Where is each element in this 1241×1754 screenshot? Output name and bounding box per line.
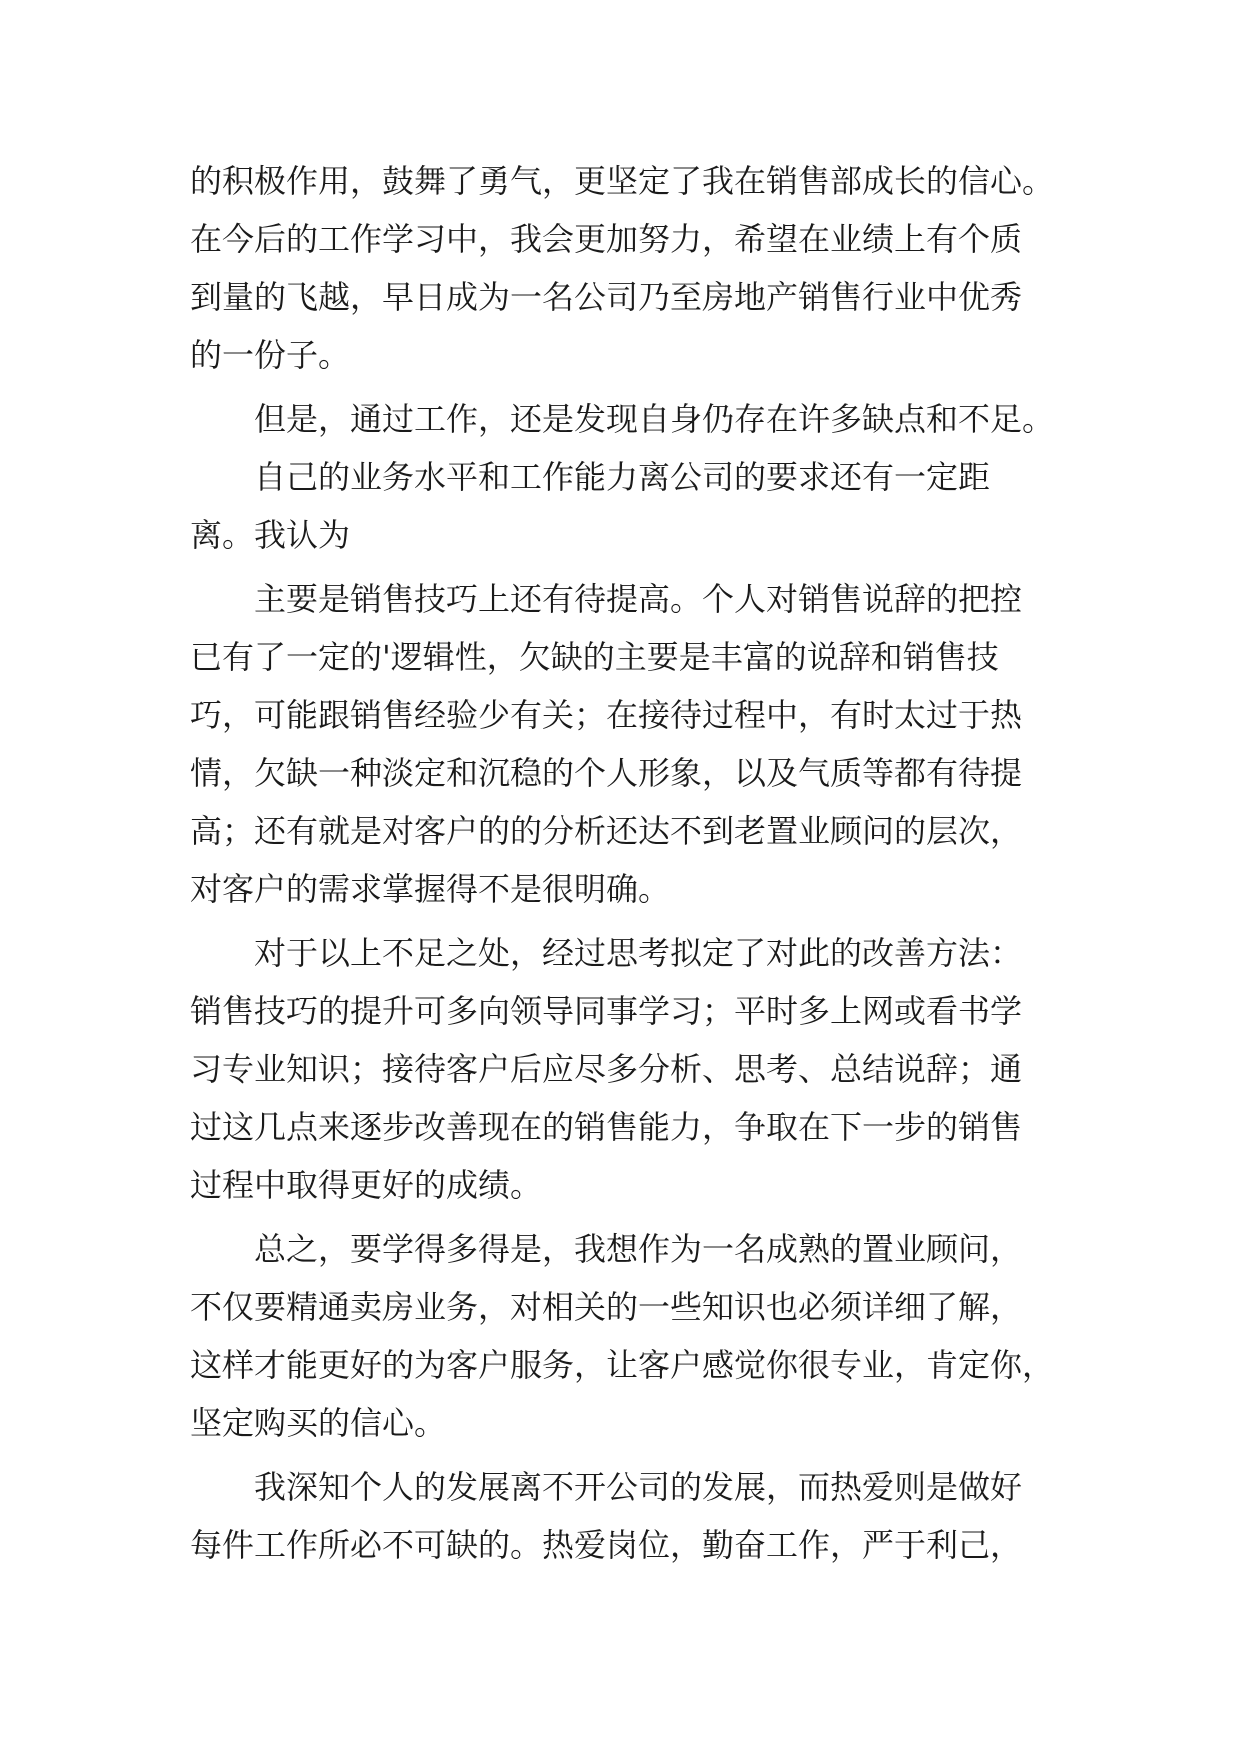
text-line: 的积极作用，鼓舞了勇气，更坚定了我在销售部成长的信心。	[190, 162, 1055, 200]
text-line: 过这几点来逐步改善现在的销售能力，争取在下一步的销售	[190, 1108, 1023, 1146]
text-line: 在今后的工作学习中，我会更加努力，希望在业绩上有个质	[190, 220, 1023, 258]
text-line: 但是，通过工作，还是发现自身仍存在许多缺点和不足。	[254, 400, 1055, 438]
text-line: 我深知个人的发展离不开公司的发展，而热爱则是做好	[254, 1468, 1023, 1506]
text-line: 销售技巧的提升可多向领导同事学习；平时多上网或看书学	[190, 992, 1023, 1030]
text-line: 对客户的需求掌握得不是很明确。	[190, 870, 671, 908]
text-line: 已有了一定的'逻辑性，欠缺的主要是丰富的说辞和销售技	[190, 638, 999, 676]
text-line: 自己的业务水平和工作能力离公司的要求还有一定距	[254, 458, 991, 496]
text-line: 到量的飞越，早日成为一名公司乃至房地产销售行业中优秀	[190, 278, 1023, 316]
text-line: 的一份子。	[190, 336, 351, 374]
text-line: 巧，可能跟销售经验少有关；在接待过程中，有时太过于热	[190, 696, 1023, 734]
text-line: 主要是销售技巧上还有待提高。个人对销售说辞的把控	[254, 580, 1023, 618]
text-line: 过程中取得更好的成绩。	[190, 1166, 543, 1204]
text-line: 坚定购买的信心。	[190, 1404, 447, 1442]
body-text	[190, 152, 1060, 1574]
text-line: 高；还有就是对客户的的分析还达不到老置业顾问的层次，	[190, 812, 1023, 850]
text-line: 离。我认为	[190, 516, 351, 554]
text-line: 总之，要学得多得是，我想作为一名成熟的置业顾问，	[254, 1230, 1023, 1268]
text-line: 情，欠缺一种淡定和沉稳的个人形象，以及气质等都有待提	[190, 754, 1023, 792]
text-line: 对于以上不足之处，经过思考拟定了对此的改善方法：	[254, 934, 1023, 972]
text-line: 每件工作所必不可缺的。热爱岗位，勤奋工作，严于利己，	[190, 1526, 1023, 1564]
text-line: 这样才能更好的为客户服务，让客户感觉你很专业，肯定你，	[190, 1346, 1055, 1384]
text-line: 不仅要精通卖房业务，对相关的一些知识也必须详细了解，	[190, 1288, 1023, 1326]
text-line: 习专业知识；接待客户后应尽多分析、思考、总结说辞；通	[190, 1050, 1023, 1088]
